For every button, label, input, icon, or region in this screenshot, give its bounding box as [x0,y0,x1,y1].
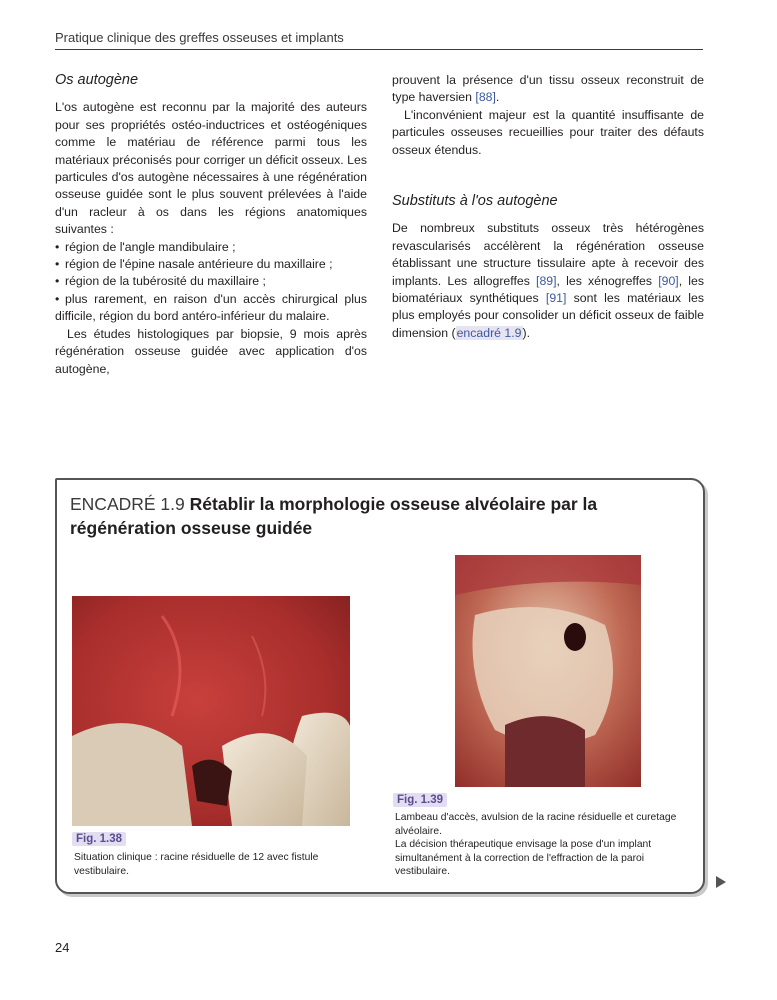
paragraph: prouvent la présence d'un tissu osseux reconstruit de type haversien [88]. [392,73,704,105]
clinical-photo-fig-1-39 [455,555,641,787]
bullet-list [55,239,367,326]
box-reference-link[interactable]: encadré 1.9 [456,325,522,340]
paragraph: L'inconvénient majeur est la quantité insuffisante de particules osseuses recueillies pour traiter des défauts osseux étendus. [392,107,704,157]
reference-link[interactable]: [91] [545,291,567,306]
box-title [70,492,630,540]
reference-link[interactable]: [89] [536,273,557,288]
left-column [55,72,367,378]
paragraph: L'os autogène est reconnu par la majorité des auteurs pour ses propriétés ostéo-inductrices et ostéogéniques comme le matériau de référence parmi tous les matériaux préconisés pour corriger un déficit osseux. Les particules d'os autogène nécessaires à une régénération osseuse guidée sont le plus souvent prélevées à l'aide d'un racleur à os dans les régions anatomiques suivantes : [55,100,367,237]
figure-caption: Lambeau d'accès, avulsion de la racine résiduelle et curetage alvéolaire. La décision thérapeutique envisage la pose d'un implant simultanément à la correction de l'effraction de la paroi vestibulaire. [395,812,677,877]
reference-link[interactable]: [88] [475,90,496,105]
paragraph: De nombreux substituts osseux très hétérogènes revascularisés accélèrent la régénération osseuse établissant une structure tissulaire apte à recevoir des implants. Les allogreffes [89], les xénogreffes [90], les biomatériaux synthétiques [91] sont les matériaux les plus employés pour consolider un déficit osseux de faible dimension (encadré 1.9). [392,221,705,340]
paragraph: Les études histologiques par biopsie, 9 mois après régénération osseuse guidée avec application d'os autogène, [55,326,367,376]
next-page-arrow-icon [716,876,726,888]
right-column [392,72,704,342]
box-label: ENCADRÉ 1.9 [70,494,185,514]
list-item: • région de la tubérosité du maxillaire ; [55,274,266,289]
section-heading-os-autogene: Os autogène [55,72,139,88]
reference-link[interactable]: [90] [658,273,679,288]
list-item: • plus rarement, en raison d'un accès chirurgical plus difficile, région du bord antéro-inférieur du malaire. [55,291,367,324]
figure-tag: Fig. 1.39 [393,793,447,807]
figure-caption: Situation clinique : racine résiduelle de 12 avec fistule vestibulaire. [74,852,319,877]
list-item: • région de l'épine nasale antérieure du maxillaire ; [55,257,333,272]
running-head: Pratique clinique des greffes osseuses et implants [55,30,703,50]
list-item: • région de l'angle mandibulaire ; [55,239,236,254]
figure-tag: Fig. 1.38 [72,832,126,846]
clinical-photo-fig-1-38 [72,596,350,826]
box-heading: Rétablir la morphologie osseuse alvéolaire par la régénération osseuse guidée [70,494,598,538]
section-heading-substituts: Substituts à l'os autogène [392,193,558,210]
page-number: 24 [55,940,70,955]
